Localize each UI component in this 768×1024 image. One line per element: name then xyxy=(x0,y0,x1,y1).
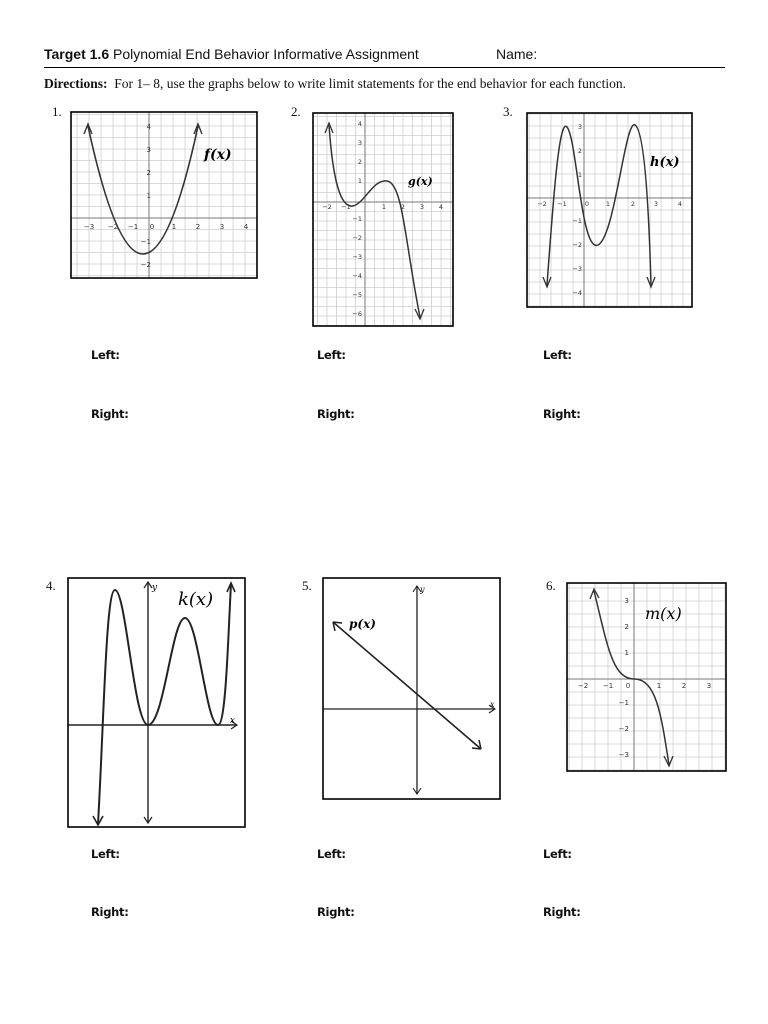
y-tick-label: 3 xyxy=(357,139,362,147)
graph-4-k xyxy=(68,578,245,827)
x-tick-label: −1 xyxy=(602,682,614,690)
graph-2-g xyxy=(313,113,453,326)
assignment-title xyxy=(44,46,419,62)
right-label-4: Right: xyxy=(91,905,129,919)
graph-2-func-label: g(x) xyxy=(408,175,433,188)
directions-text: For 1– 8, use the graphs below to write limit statements for the end behavior for each function. xyxy=(114,76,626,91)
y-tick-label: −5 xyxy=(352,291,362,299)
graph-1-func-label: f(x) xyxy=(204,147,232,163)
problem-number-2: 2. xyxy=(291,104,301,119)
name-label: Name: xyxy=(496,46,538,62)
graph-3-h xyxy=(527,113,692,307)
x-tick-label: 2 xyxy=(681,682,687,690)
right-label-2: Right: xyxy=(317,407,355,421)
x-tick-label: 2 xyxy=(400,203,406,211)
x-tick-label: −1 xyxy=(557,200,567,208)
left-label-5: Left: xyxy=(317,847,346,861)
x-tick-label: 0 xyxy=(149,223,155,231)
x-tick-label: −2 xyxy=(577,682,589,690)
y-tick-label: 3 xyxy=(146,146,151,154)
right-label-6: Right: xyxy=(543,905,581,919)
x-tick-label: −3 xyxy=(83,223,95,231)
left-label-1: Left: xyxy=(91,348,120,362)
y-tick-label: −3 xyxy=(572,265,582,273)
y-tick-label: −1 xyxy=(618,699,629,707)
graph-5-y-axis-label: y xyxy=(420,585,425,594)
graph-6-func-label: m(x) xyxy=(645,604,682,623)
x-tick-label: −2 xyxy=(322,203,332,211)
title-text: Polynomial End Behavior Informative Assignment xyxy=(113,46,419,62)
left-label-6: Left: xyxy=(543,847,572,861)
y-tick-label: 2 xyxy=(577,147,582,155)
left-label-2: Left: xyxy=(317,348,346,362)
x-tick-label: 3 xyxy=(219,223,225,231)
x-tick-label: −2 xyxy=(107,223,119,231)
y-tick-label: −3 xyxy=(352,253,362,261)
graph-5-x-axis-label: x xyxy=(490,700,495,709)
y-tick-label: −2 xyxy=(618,725,629,733)
y-tick-label: −6 xyxy=(352,310,362,318)
x-tick-label: 1 xyxy=(656,682,662,690)
y-tick-label: −2 xyxy=(140,261,151,269)
problem-number-1: 1. xyxy=(52,104,62,119)
left-label-3: Left: xyxy=(543,348,572,362)
x-tick-label: −1 xyxy=(341,203,351,211)
y-tick-label: 1 xyxy=(357,177,362,185)
target-label: Target 1.6 xyxy=(44,46,110,62)
x-tick-label: −2 xyxy=(537,200,547,208)
x-tick-label: 3 xyxy=(706,682,712,690)
graph-5-func-label: p(x) xyxy=(349,617,376,631)
x-tick-label: 4 xyxy=(243,223,249,231)
directions-label: Directions xyxy=(44,76,103,91)
x-tick-label: 1 xyxy=(381,203,387,211)
y-tick-label: 1 xyxy=(146,192,151,200)
y-tick-label: 2 xyxy=(146,169,151,177)
graph-6-m xyxy=(567,583,726,771)
y-tick-label: 2 xyxy=(357,158,362,166)
y-tick-label: −2 xyxy=(352,234,362,242)
graph-4-y-axis-label: y xyxy=(152,583,158,593)
y-tick-label: 4 xyxy=(146,123,151,131)
graph-4-func-label: k(x) xyxy=(178,589,214,610)
y-tick-label: −1 xyxy=(572,217,582,225)
x-tick-label: 2 xyxy=(630,200,636,208)
right-label-1: Right: xyxy=(91,407,129,421)
graph-5-p xyxy=(323,578,500,799)
x-tick-label: −1 xyxy=(127,223,139,231)
x-tick-label: 4 xyxy=(438,203,444,211)
problem-number-3: 3. xyxy=(503,104,513,119)
header-rule xyxy=(44,67,725,68)
directions: Directions: For 1– 8, use the graphs below to write limit statements for the end behavior for each function. xyxy=(44,76,626,91)
y-tick-label: 3 xyxy=(624,597,629,605)
x-tick-label: 3 xyxy=(419,203,425,211)
problem-number-5: 5. xyxy=(302,578,312,593)
y-tick-label: −2 xyxy=(572,241,582,249)
y-tick-label: −1 xyxy=(140,238,151,246)
y-tick-label: −3 xyxy=(618,751,629,759)
y-tick-label: −4 xyxy=(352,272,362,280)
x-tick-label: 2 xyxy=(195,223,201,231)
y-tick-label: 2 xyxy=(624,623,629,631)
left-label-4: Left: xyxy=(91,847,120,861)
y-tick-label: −1 xyxy=(352,215,362,223)
y-tick-label: −4 xyxy=(572,289,582,297)
problem-number-6: 6. xyxy=(546,578,556,593)
x-tick-label: 1 xyxy=(605,200,611,208)
x-tick-label: 3 xyxy=(653,200,659,208)
problem-number-4: 4. xyxy=(46,578,56,593)
graph-1-f xyxy=(71,112,257,278)
graph-3-func-label: h(x) xyxy=(650,155,680,170)
x-tick-label: 0 xyxy=(625,682,631,690)
right-label-3: Right: xyxy=(543,407,581,421)
y-tick-label: 1 xyxy=(624,649,629,657)
right-label-5: Right: xyxy=(317,905,355,919)
y-tick-label: 1 xyxy=(577,171,582,179)
x-tick-label: 4 xyxy=(677,200,683,208)
x-tick-label: 1 xyxy=(171,223,177,231)
y-tick-label: 4 xyxy=(357,120,362,128)
y-tick-label: 3 xyxy=(577,123,582,131)
x-tick-label: 0 xyxy=(584,200,590,208)
graph-4-x-axis-label: x xyxy=(230,716,236,726)
